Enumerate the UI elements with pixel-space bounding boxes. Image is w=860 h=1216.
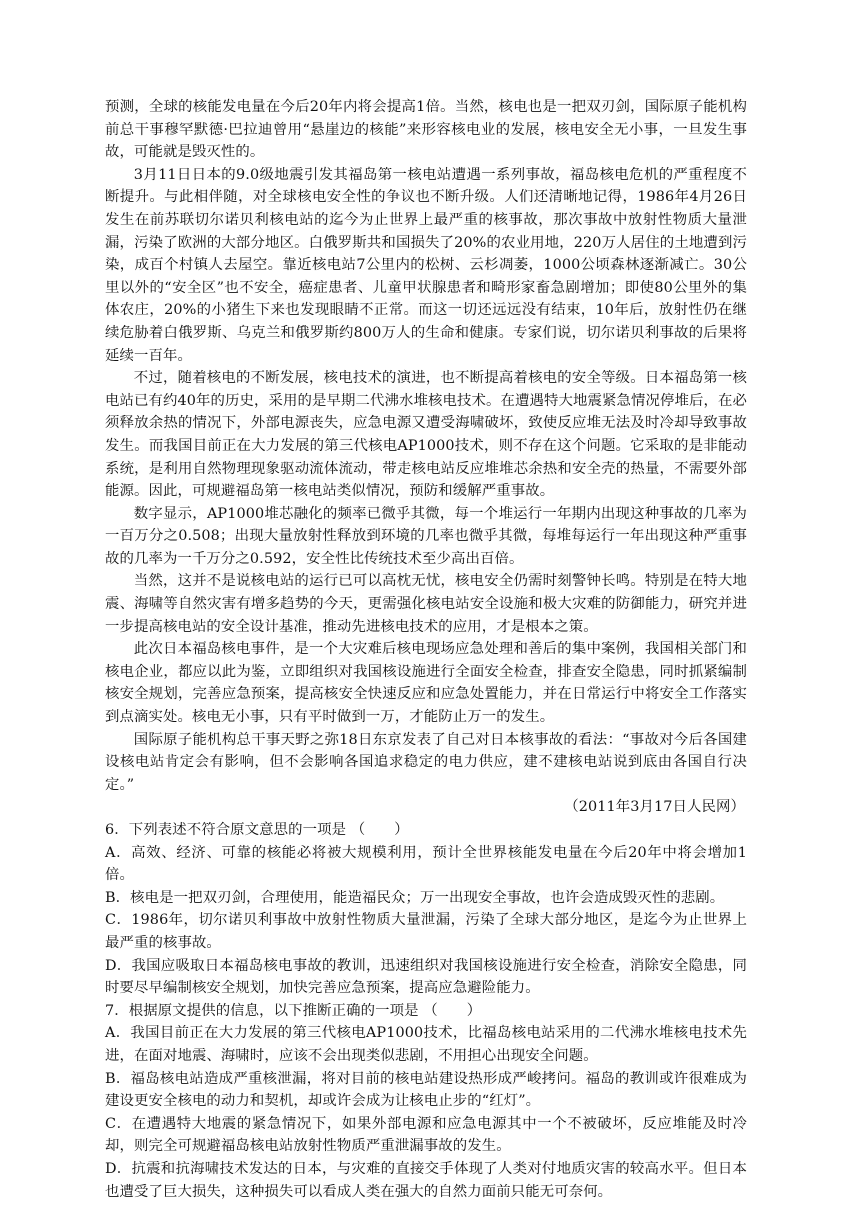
option-b: B．核电是一把双刃剑，合理使用，能造福民众；万一出现安全事故，也许会造成毁灭性的悲剧。 bbox=[105, 889, 725, 906]
option-b: B．福岛核电站造成严重核泄漏，将对目前的核电站建设热形成严峻拷问。福岛的教训或许很难成为建设更安全核电的动力和契机，却或许会成为让核电止步的“红灯”。 bbox=[105, 1070, 747, 1110]
question-stem: 6．下列表述不符合原文意思的一项是 （ ） bbox=[105, 822, 409, 838]
question-6 bbox=[105, 819, 747, 1000]
option-d: D．抗震和抗海啸技术发达的日本，与灾难的直接交手体现了人类对付地质灾害的较高水平。但日本也遭受了巨大损失，这种损失可以看成人类在强大的自然力面前只能无可奈何。 bbox=[105, 1160, 747, 1200]
question-7 bbox=[105, 1000, 747, 1203]
article-paragraph: 预测，全球的核能发电量在今后20年内将会提高1倍。当然，核电也是一把双刃剑，国际原子能机构前总干事穆罕默德·巴拉迪曾用“悬崖边的核能”来形容核电业的发展，核电安全无小事，一旦发生事故，可能就是毁灭性的。 bbox=[105, 99, 747, 161]
question-stem: 7．根据原文提供的信息，以下推断正确的一项是 （ ） bbox=[105, 1002, 482, 1019]
option-d: D．我国应吸取日本福岛核电事故的教训，迅速组织对我国核设施进行安全检查，消除安全隐患，同时要尽早编制核安全规划，加快完善应急预案，提高应急避险能力。 bbox=[105, 957, 747, 997]
option-a: A．高效、经济、可靠的核能必将被大规模利用，预计全世界核能发电量在今后20年中将会增加1倍。 bbox=[105, 844, 747, 884]
article-paragraph: 国际原子能机构总干事天野之弥18日东京发表了自己对日本核事故的看法：“事故对今后各国建设核电站肯定会有影响，但不会影响各国追求稳定的电力供应，建不建核电站说到底由各国自行决定。” bbox=[105, 731, 747, 793]
article-source: （2011年3月17日人民网） bbox=[564, 799, 745, 816]
article-paragraph: 当然，这并不是说核电站的运行已可以高枕无忧，核电安全仍需时刻警钟长鸣。特别是在特大地震、海啸等自然灾害有增多趋势的今天，更需强化核电站安全设施和极大灾难的防御能力，研究并进一步提高核电站的安全设计基准，推动先进核电技术的应用，才是根本之策。 bbox=[105, 573, 747, 635]
option-a: A．我国目前正在大力发展的第三代核电AP1000技术，比福岛核电站采用的二代沸水堆核电技术先进，在面对地震、海啸时，应该不会出现类似悲剧，不用担心出现安全问题。 bbox=[105, 1025, 747, 1064]
option-c: C．1986年，切尔诺贝利事故中放射性物质大量泄漏，污染了全球大部分地区，是迄今为止世界上最严重的核事故。 bbox=[105, 912, 747, 951]
article-paragraph: 此次日本福岛核电事件，是一个大灾难后核电现场应急处理和善后的集中案例，我国相关部门和核电企业，都应以此为鉴，立即组织对我国核设施进行全面安全检查，排查安全隐患，同时抓紧编制核安全规划，完善应急预案，提高核安全快速反应和应急处置能力，并在日常运行中将安全工作落实到点滴实处。核电无小事，只有平时做到一万，才能防止万一的发生。 bbox=[105, 641, 747, 726]
article-paragraph: 3月11日日本的9.0级地震引发其福岛第一核电站遭遇一系列事故，福岛核电危机的严重程度不断提升。与此相伴随，对全球核电安全性的争议也不断升级。人们还清晰地记得，1986年4月26日发生在前苏联切尔诺贝利核电站的迄今为止世界上最严重的核事故，那次事故中放射性物质大量泄漏，污染了欧洲的大部分地区。白俄罗斯共和国损失了20%的农业用地，220万人居住的土地遭到污染，成百个村镇人去屋空。靠近核电站7公里内的松树、云杉凋萎，1000公顷森林逐渐减亡。30公里以外的“安全区”也不安全，癌症患者、儿童甲状腺患者和畸形家畜急剧增加；即使80公里外的集体农庄，20%的小猪生下来也发现眼睛不正常。而这一切还远远没有结束，10年后，放射性仍在继续危胁着白俄罗斯、乌克兰和俄罗斯约800万人的生命和健康。专家们说，切尔诺贝利事故的后果将延续一百年。 bbox=[105, 166, 747, 364]
option-c: C．在遭遇特大地震的紧急情况下，如果外部电源和应急电源其中一个不被破坏，反应堆能及时冷却，则完全可规避福岛核电站放射性物质严重泄漏事故的发生。 bbox=[105, 1115, 747, 1155]
article-paragraph: 不过，随着核电的不断发展，核电技术的演进，也不断提高着核电的安全等级。日本福岛第一核电站已有约40年的历史，采用的是早期二代沸水堆核电技术。在遭遇特大地震紧急情况停堆后，在必须释放余热的情况下，外部电源丧失，应急电源又遭受海啸破坏，致使反应堆无法及时冷却导致事故发生。而我国目前正在大力发展的第三代核电AP1000技术，则不存在这个问题。它采取的是非能动系统，是利用自然物理现象驱动流体流动，带走核电站反应堆堆芯余热和安全壳的热量，不需要外部能源。因此，可规避福岛第一核电站类似情况，预防和缓解严重事故。 bbox=[105, 370, 747, 500]
article-body bbox=[105, 96, 747, 819]
article-paragraph: 数字显示，AP1000堆芯融化的频率已微乎其微，每一个堆运行一年期内出现这种事故的几率为一百万分之0.508；出现大量放射性释放到环境的几率也微乎其微，每堆每运行一年出现这种严重事故的几率为一千万分之0.592，安全性比传统技术至少高出百倍。 bbox=[105, 505, 747, 567]
